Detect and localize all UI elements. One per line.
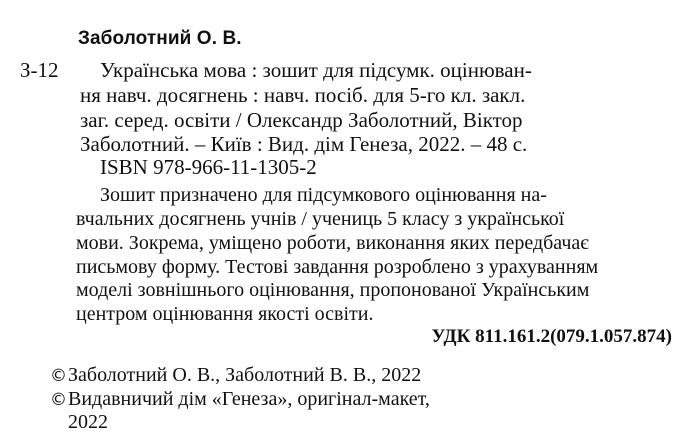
copyright-line <box>50 363 421 387</box>
copyright-year: 2022 <box>68 411 108 433</box>
bibliographic-line: Заболотний. – Київ : Вид. дім Генеза, 2022. – 48 с. <box>80 132 528 156</box>
copyright-holder: Видавничий дім «Генеза», оригінал-макет, <box>68 388 430 410</box>
udk-code: УДК 811.161.2(079.1.057.874) <box>431 326 672 347</box>
copyright-line <box>50 387 430 411</box>
copyright-icon: © <box>50 390 67 410</box>
annotation-line: Зошит призначено для підсумкового оцінювання на- <box>100 184 547 206</box>
copyright-icon: © <box>50 366 67 386</box>
bibliographic-line: заг. серед. освіти / Олександр Заболотний, Віктор <box>80 108 523 132</box>
isbn: ISBN 978-966-11-1305-2 <box>100 155 317 179</box>
bibliographic-line: ня навч. досягнень : навч. посіб. для 5-го кл. закл. <box>80 83 526 107</box>
shelf-code: З-12 <box>20 58 59 82</box>
annotation-line: вчальних досягнень учнів / учениць 5 класу з української <box>76 208 565 230</box>
annotation-line: письмову форму. Тестові завдання розроблено з урахуванням <box>76 256 599 278</box>
annotation-line: центром оцінювання якості освіти. <box>76 303 374 325</box>
author-heading: Заболотний О. В. <box>78 28 242 49</box>
bibliographic-line: Українська мова : зошит для підсумк. оцінюван- <box>100 58 532 82</box>
annotation-line: мови. Зокрема, уміщено роботи, виконання яких передбачає <box>76 232 589 254</box>
annotation-line: моделі зовнішнього оцінювання, пропонованої Українським <box>76 279 590 301</box>
copyright-holder: Заболотний О. В., Заболотний В. В., 2022 <box>68 364 422 386</box>
